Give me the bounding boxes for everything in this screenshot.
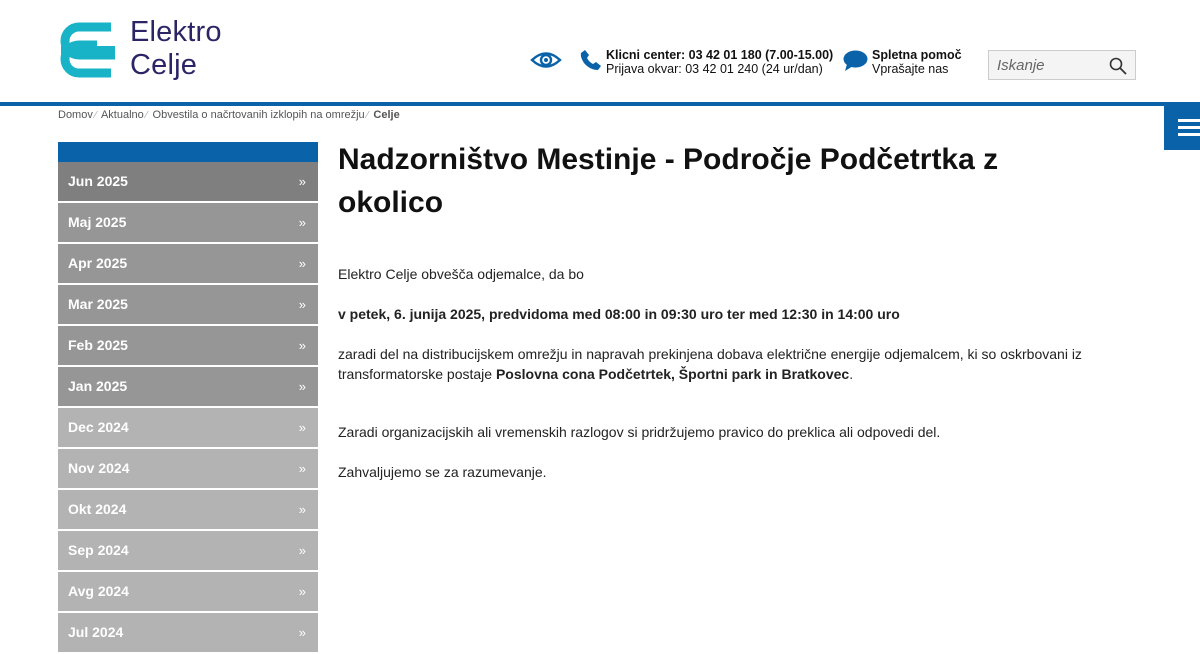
sidebar-item-dec-2024[interactable]: Dec 2024 »: [58, 408, 318, 449]
search-box: [988, 50, 1136, 80]
chevron-right-icon: »: [298, 379, 306, 394]
chevron-right-icon: »: [298, 584, 306, 599]
sidebar-item-nov-2024[interactable]: Nov 2024 »: [58, 449, 318, 490]
sidebar-item-jan-2025[interactable]: Jan 2025 »: [58, 367, 318, 408]
sidebar-header-bar: [58, 142, 318, 162]
faults-text: Prijava okvar: 03 42 01 240 (24 ur/dan): [606, 62, 823, 76]
breadcrumb-news[interactable]: Aktualno: [100, 109, 144, 121]
sidebar-item-sep-2024[interactable]: Sep 2024 »: [58, 531, 318, 572]
chevron-right-icon: »: [298, 174, 306, 189]
article: [338, 138, 1108, 480]
breadcrumb-home[interactable]: Domov: [58, 109, 93, 121]
search-icon[interactable]: [1109, 57, 1127, 75]
article-date-line: v petek, 6. junija 2025, predvidoma med 08:00 in 09:30 uro ter med 12:30 in 14:00 uro: [338, 306, 900, 322]
chevron-right-icon: »: [298, 338, 306, 353]
chevron-right-icon: »: [298, 215, 306, 230]
page-title: Nadzorništvo Mestinje - Področje Podčetrtka z okolico: [338, 143, 999, 219]
article-thanks: Zahvaljujemo se za razumevanje.: [338, 464, 547, 480]
sidebar-item-okt-2024[interactable]: Okt 2024 »: [58, 490, 318, 531]
breadcrumb-outages[interactable]: Obvestila o načrtovanih izklopih na omrežju: [152, 109, 365, 121]
sidebar-item-jun-2025[interactable]: Jun 2025 »: [58, 162, 318, 203]
phone-icon: [580, 49, 602, 71]
article-stations: Poslovna cona Podčetrtek, Športni park in Bratkovec: [495, 366, 850, 382]
sidebar-item-maj-2025[interactable]: Maj 2025 »: [58, 203, 318, 244]
hamburger-menu-icon[interactable]: [1164, 106, 1200, 150]
sidebar-item-mar-2025[interactable]: Mar 2025 »: [58, 285, 318, 326]
chevron-right-icon: »: [298, 297, 306, 312]
logo-text: Elektro Celje: [130, 16, 222, 81]
article-reason: zaradi del na distribucijskem omrežju in napravah prekinjena dobava električne energije odjemalcem, ki so oskrbovani iz transformatorske postaje Poslovna cona Podčetrtek, Športni park in Bratkovec.: [338, 346, 1082, 382]
search-input[interactable]: [989, 51, 1109, 79]
article-intro: Elektro Celje obvešča odjemalce, da bo: [338, 266, 584, 282]
online-help-subtitle: Vprašajte nas: [872, 62, 949, 76]
logo-mark-icon: [57, 19, 119, 81]
sidebar-item-feb-2025[interactable]: Feb 2025 »: [58, 326, 318, 367]
breadcrumb: Domov ⁄ Aktualno ⁄ Obvestila o načrtovanih izklopih na omrežju ⁄ Celje: [58, 109, 400, 121]
chevron-right-icon: »: [298, 502, 306, 517]
chevron-right-icon: »: [298, 420, 306, 435]
chat-bubble-icon[interactable]: [843, 50, 868, 71]
breadcrumb-current: Celje: [373, 109, 400, 121]
chevron-right-icon: »: [298, 256, 306, 271]
article-disclaimer: Zaradi organizacijskih ali vremenskih razlogov si pridržujemo pravico do preklica ali odpovedi del.: [338, 424, 941, 440]
elektro-celje-logo[interactable]: [57, 17, 237, 83]
site-header: [0, 0, 1200, 102]
call-center-text: Klicni center: 03 42 01 180 (7.00-15.00): [606, 48, 834, 62]
sidebar-item-apr-2025[interactable]: Apr 2025 »: [58, 244, 318, 285]
online-help-title: Spletna pomoč: [872, 48, 962, 62]
contact-info: [606, 48, 833, 76]
chevron-right-icon: »: [298, 625, 306, 640]
chevron-right-icon: »: [298, 543, 306, 558]
header-divider: [0, 102, 1200, 106]
chevron-right-icon: »: [298, 461, 306, 476]
sidebar-item-avg-2024[interactable]: Avg 2024 »: [58, 572, 318, 613]
online-help-link[interactable]: [872, 48, 962, 76]
eye-icon[interactable]: [530, 49, 562, 71]
month-sidebar: [58, 142, 318, 654]
sidebar-item-jul-2024[interactable]: Jul 2024 »: [58, 613, 318, 654]
